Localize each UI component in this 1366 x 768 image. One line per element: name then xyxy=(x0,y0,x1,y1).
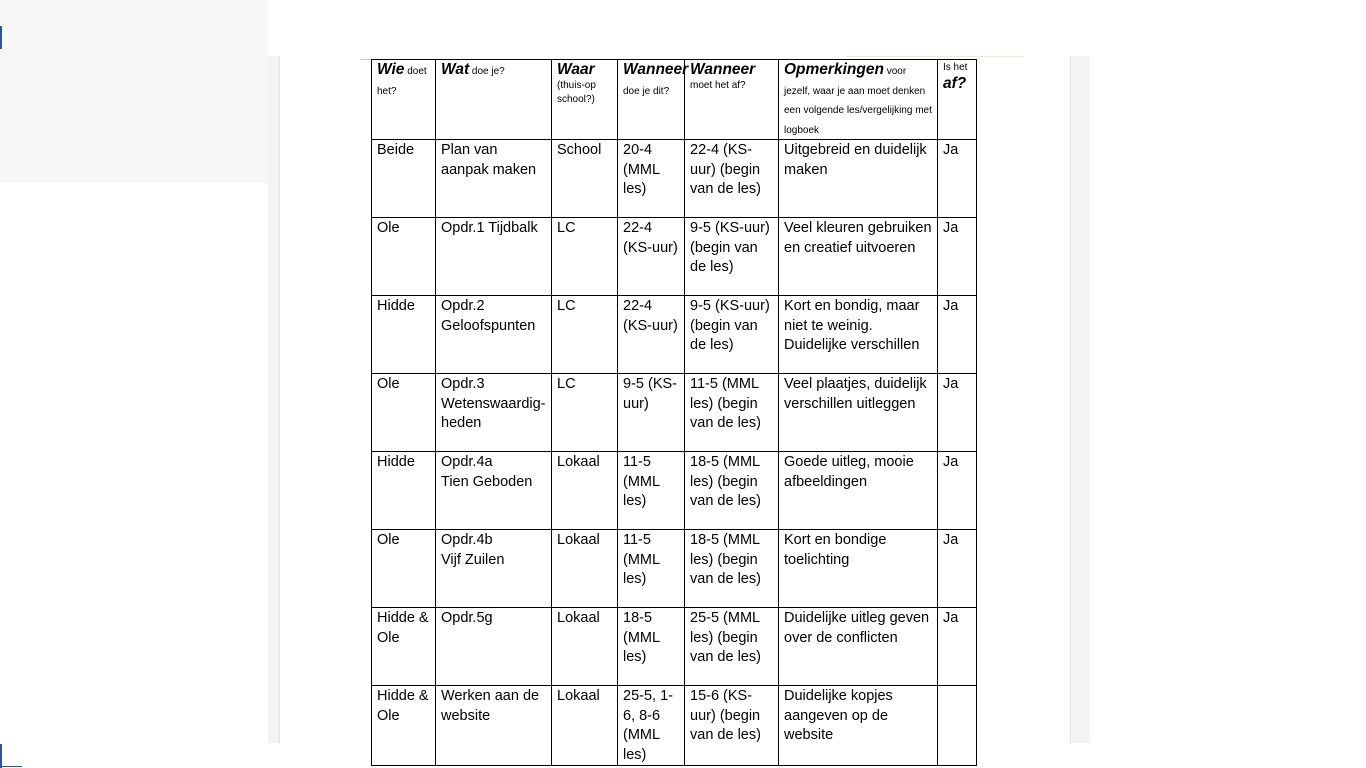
cell-wie: Beide xyxy=(372,140,436,218)
cell-af: Ja xyxy=(938,452,977,530)
cell-af: Ja xyxy=(938,530,977,608)
document-page xyxy=(279,56,1071,763)
cell-wie: Hidde & Ole xyxy=(372,686,436,766)
cell-wanneer-doe: 9-5 (KS-uur) xyxy=(618,374,685,452)
header-af xyxy=(938,60,977,140)
cell-wie: Hidde xyxy=(372,452,436,530)
highlight-strip xyxy=(846,56,1024,57)
cell-wanneer-af: 25-5 (MML les) (begin van de les) xyxy=(685,608,779,686)
header-af-pre: Is het xyxy=(943,62,968,73)
cell-wanneer-af: 22-4 (KS-uur) (begin van de les) xyxy=(685,140,779,218)
table-row xyxy=(372,140,977,218)
cell-wie: Hidde xyxy=(372,296,436,374)
cell-waar: LC xyxy=(552,296,618,374)
cell-opmerkingen: Kort en bondig, maar niet te weinig. Duidelijke verschillen xyxy=(779,296,938,374)
header-waar-title: Waar xyxy=(557,61,595,78)
cell-waar: Lokaal xyxy=(552,608,618,686)
cell-wanneer-af: 18-5 (MML les) (begin van de les) xyxy=(685,452,779,530)
cell-wanneer-doe: 11-5 (MML les) xyxy=(618,530,685,608)
header-row xyxy=(372,60,977,140)
cell-opmerkingen: Goede uitleg, mooie afbeeldingen xyxy=(779,452,938,530)
margin-corner-mark xyxy=(360,56,370,60)
header-wanneer-doe-title: Wanneer xyxy=(623,61,689,78)
cell-af: Ja xyxy=(938,296,977,374)
cell-wie: Ole xyxy=(372,374,436,452)
cell-wanneer-doe: 22-4 (KS-uur) xyxy=(618,218,685,296)
cell-waar: Lokaal xyxy=(552,452,618,530)
cell-wat: Opdr.5g xyxy=(436,608,552,686)
cell-waar: LC xyxy=(552,374,618,452)
header-wie-sub: doet het? xyxy=(377,66,427,97)
cell-wie: Hidde & Ole xyxy=(372,608,436,686)
header-waar-sub: (thuis-op school?) xyxy=(557,80,596,105)
cell-waar: LC xyxy=(552,218,618,296)
header-wie-title: Wie xyxy=(377,61,405,78)
header-wat xyxy=(436,60,552,140)
header-opmerkingen-title: Opmerkingen xyxy=(784,61,884,78)
header-wanneer-doe-sub: doe je dit? xyxy=(623,85,670,97)
header-wanneer-doe xyxy=(618,60,689,140)
cell-wanneer-doe: 11-5 (MML les) xyxy=(618,452,685,530)
cell-wanneer-af: 15-6 (KS-uur) (begin van de les) xyxy=(685,686,779,766)
table-row xyxy=(372,530,977,608)
cell-opmerkingen: Veel kleuren gebruiken en creatief uitvoeren xyxy=(779,218,938,296)
header-opmerkingen xyxy=(779,60,938,140)
header-wanneer-af-sub: moet het af? xyxy=(690,80,746,91)
cell-wie: Ole xyxy=(372,218,436,296)
cell-wat: Opdr.2 Geloofspunten xyxy=(436,296,552,374)
cell-waar: School xyxy=(552,140,618,218)
cell-waar: Lokaal xyxy=(552,686,618,766)
planning-table xyxy=(371,59,977,766)
cell-af xyxy=(938,686,977,766)
header-wanneer-af xyxy=(685,60,779,140)
cell-af: Ja xyxy=(938,140,977,218)
cell-af: Ja xyxy=(938,374,977,452)
header-wat-title: Wat xyxy=(441,61,470,78)
table-row xyxy=(372,686,977,766)
table-row xyxy=(372,452,977,530)
cell-wat: Opdr.3 Wetenswaardig-heden xyxy=(436,374,552,452)
cell-wanneer-doe: 22-4 (KS-uur) xyxy=(618,296,685,374)
cell-opmerkingen: Veel plaatjes, duidelijk verschillen uitleggen xyxy=(779,374,938,452)
cell-wanneer-doe: 25-5, 1-6, 8-6 (MML les) xyxy=(618,686,685,766)
header-af-title: af? xyxy=(943,75,967,92)
cell-opmerkingen: Uitgebreid en duidelijk maken xyxy=(779,140,938,218)
header-wie xyxy=(372,60,436,140)
left-panel xyxy=(0,0,268,183)
cell-opmerkingen: Duidelijke uitleg geven over de conflicten xyxy=(779,608,938,686)
cell-wanneer-af: 9-5 (KS-uur) (begin van de les) xyxy=(685,296,779,374)
cell-wat: Plan van aanpak maken xyxy=(436,140,552,218)
cell-wanneer-doe: 18-5 (MML les) xyxy=(618,608,685,686)
cell-wanneer-af: 11-5 (MML les) (begin van de les) xyxy=(685,374,779,452)
table-row xyxy=(372,218,977,296)
table-row xyxy=(372,296,977,374)
bottom-edge-line xyxy=(0,766,22,767)
cell-wanneer-doe: 20-4 (MML les) xyxy=(618,140,685,218)
header-wanneer-af-title: Wanneer xyxy=(690,61,756,78)
header-wat-sub: doe je? xyxy=(469,66,505,77)
cell-wat: Opdr.4a Tien Geboden xyxy=(436,452,552,530)
cell-waar: Lokaal xyxy=(552,530,618,608)
table-row xyxy=(372,608,977,686)
cell-wanneer-af: 9-5 (KS-uur) (begin van de les) xyxy=(685,218,779,296)
cell-wat: Werken aan de website xyxy=(436,686,552,766)
left-edge-marker-bottom xyxy=(0,744,2,768)
header-waar xyxy=(552,60,618,140)
cell-wat: Opdr.1 Tijdbalk xyxy=(436,218,552,296)
cell-wie: Ole xyxy=(372,530,436,608)
cell-opmerkingen: Kort en bondige toelichting xyxy=(779,530,938,608)
left-edge-marker-top xyxy=(0,26,2,49)
cell-opmerkingen: Duidelijke kopjes aangeven op de website xyxy=(779,686,938,766)
cell-af: Ja xyxy=(938,218,977,296)
table-row xyxy=(372,374,977,452)
header-opmerkingen-sub: voor jezelf, waar je aan moet denken een volgende les/vergelijking met logboek xyxy=(784,66,932,136)
cell-wanneer-af: 18-5 (MML les) (begin van de les) xyxy=(685,530,779,608)
cell-wat: Opdr.4b Vijf Zuilen xyxy=(436,530,552,608)
cell-af: Ja xyxy=(938,608,977,686)
